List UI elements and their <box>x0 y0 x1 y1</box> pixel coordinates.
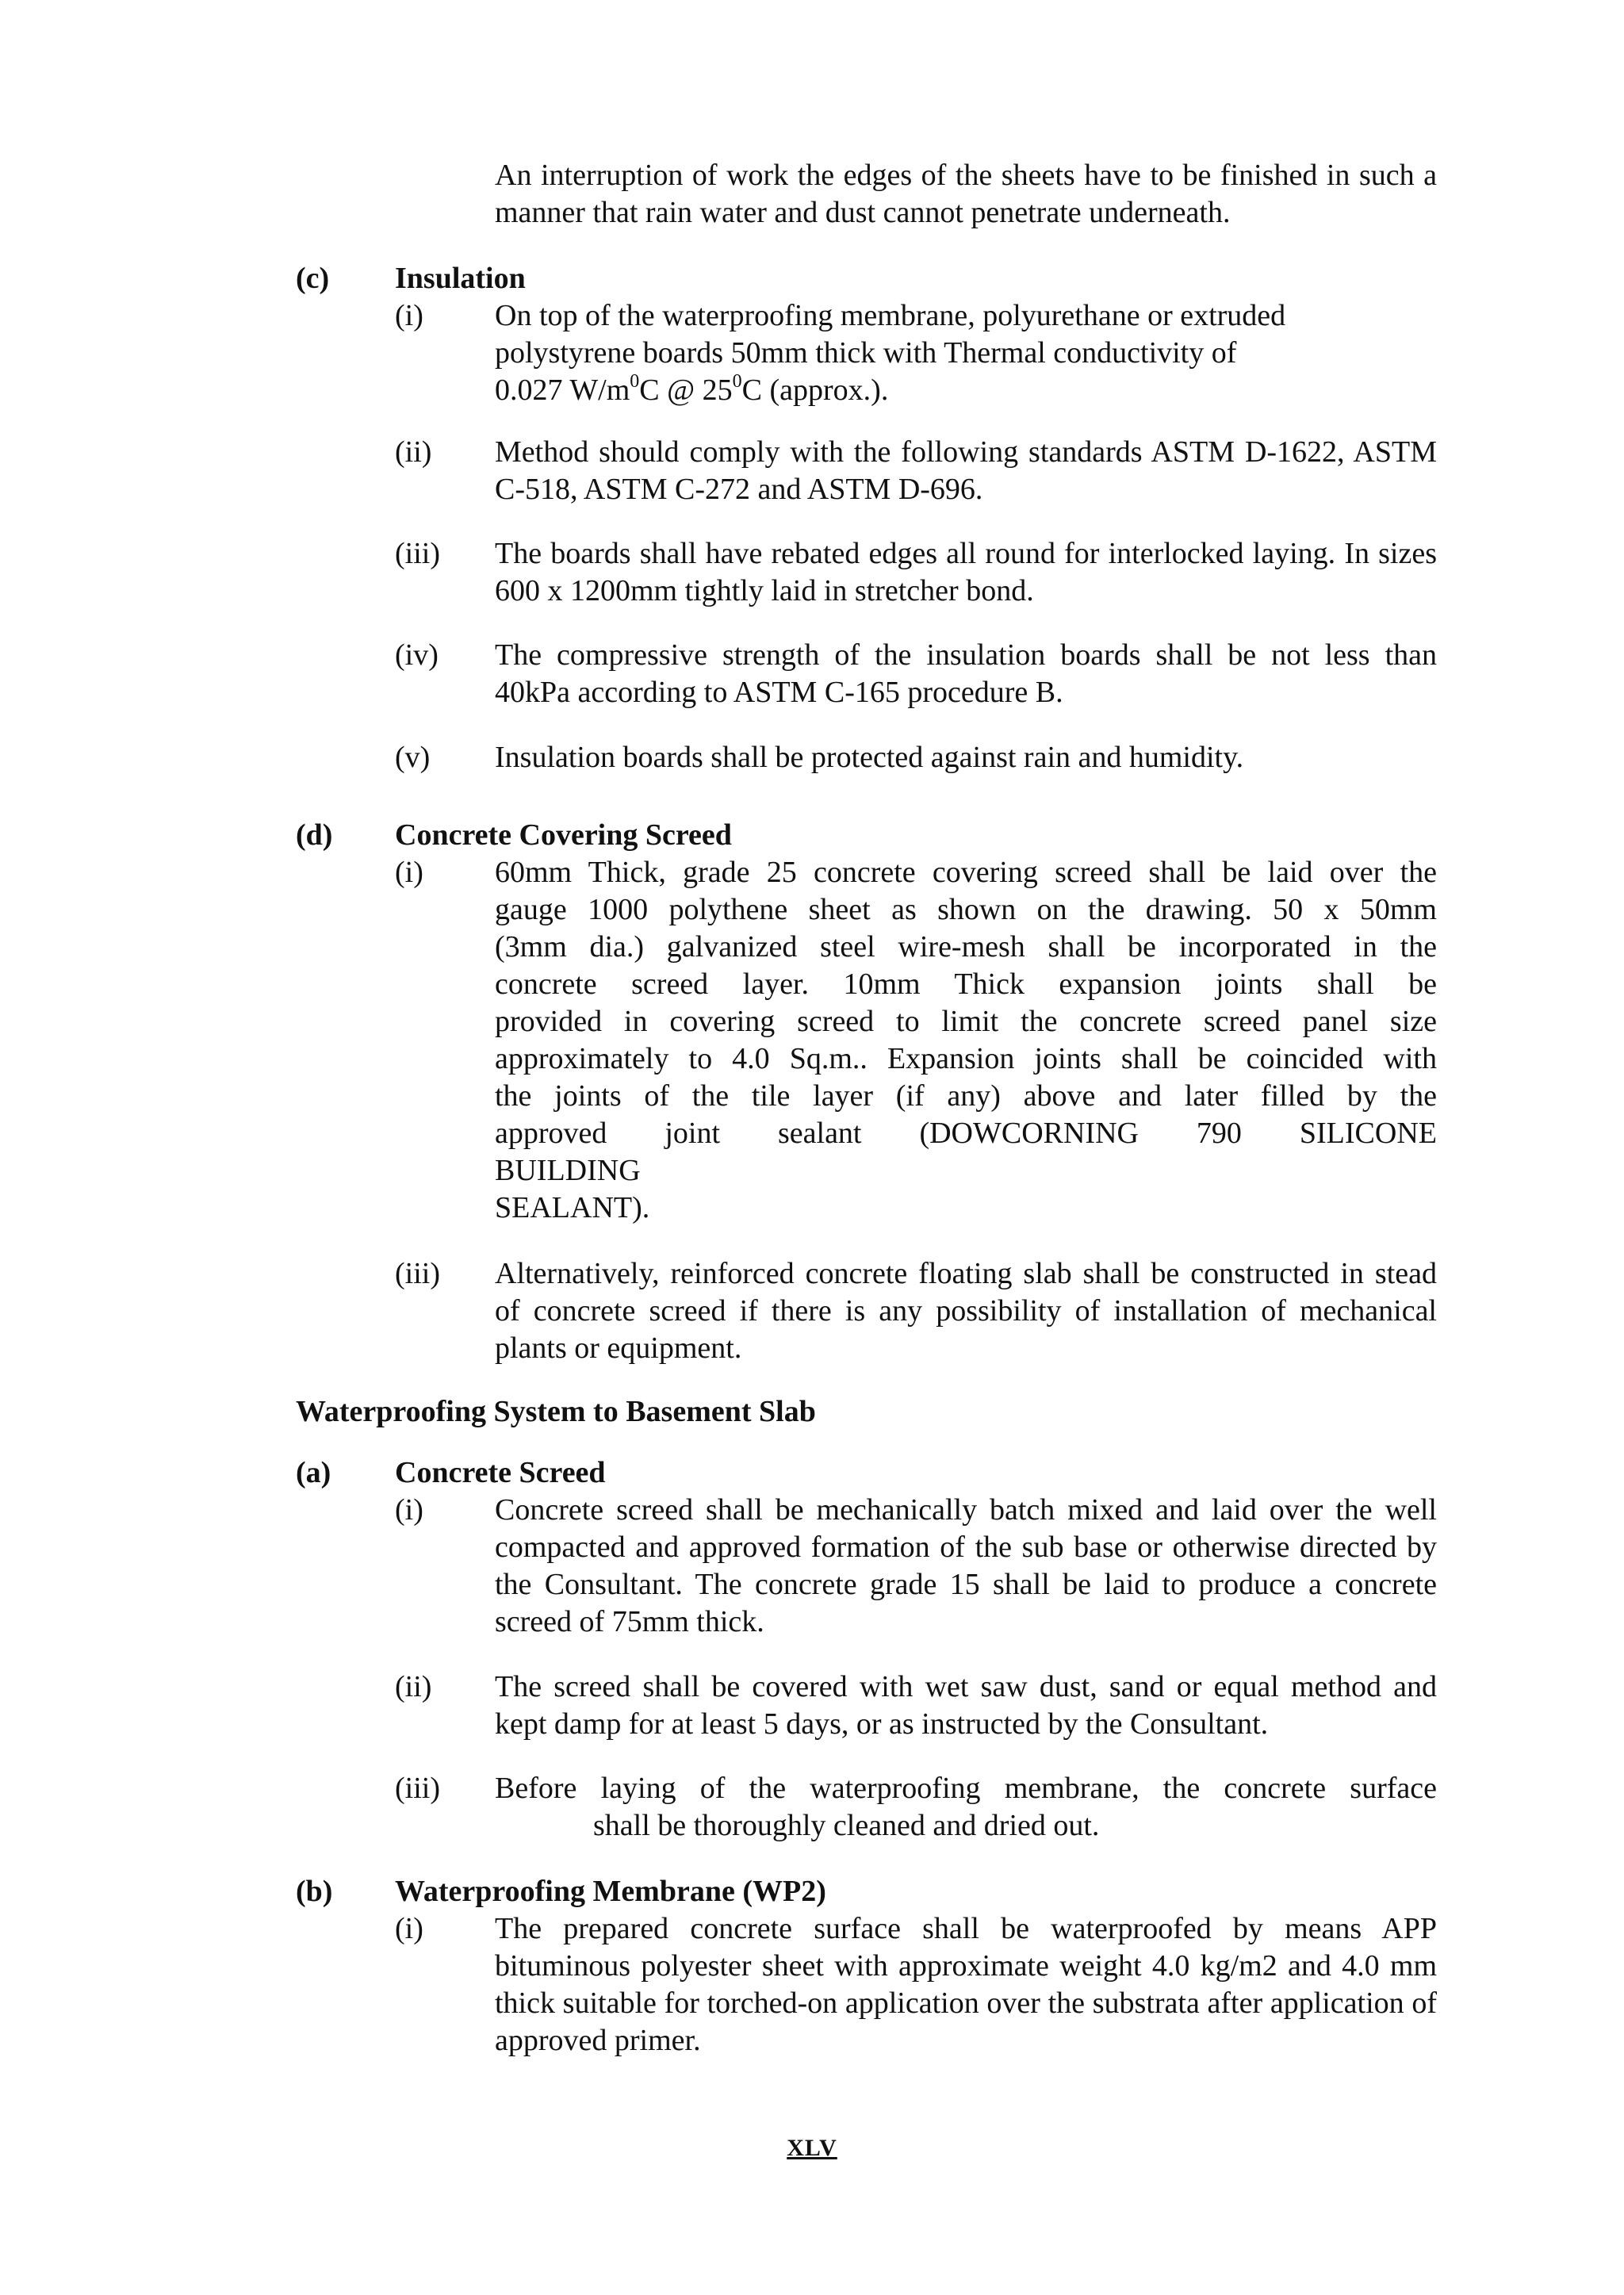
item-d-iii-text: Alternatively, reinforced concrete floating slab shall be constructed in stead of concrete screed if there is any possibility of installation of mechanical plants or equipment. <box>495 1257 1437 1365</box>
item-c-i-text: On top of the waterproofing membrane, polyurethane or extruded polystyrene boards 50mm thick with Thermal conductivity of 0.027 $W/m^0C$ @ $25^0C$ (approx.). <box>495 299 1286 407</box>
item-c-i-label: (i) <box>395 299 423 332</box>
item-c-v-label: (v) <box>395 741 431 774</box>
item-b-i-text: The prepared concrete surface shall be waterproofed by means APP bituminous polyester sheet with approximate weight 4.0 kg/m2 and 4.0 mm thick suitable for torched-on application over the substrata after application of approved primer. <box>495 1912 1437 2057</box>
section-c-label: (c) <box>296 262 330 295</box>
item-d-iii-label: (iii) <box>395 1257 440 1290</box>
item-c-iii-label: (iii) <box>395 537 440 570</box>
section-b-label: (b) <box>296 1875 333 1908</box>
section-c-title: Insulation <box>395 262 526 295</box>
item-a-ii-text: The screed shall be covered with wet saw dust, sand or equal method and kept damp for at least 5 days, or as instructed by the Consultant. <box>495 1670 1437 1741</box>
section-d-title: Concrete Covering Screed <box>395 818 732 852</box>
item-d-i-label: (i) <box>395 856 423 889</box>
item-a-iii-label: (iii) <box>395 1772 440 1805</box>
item-c-iv-text: The compressive strength of the insulation boards shall be not less than 40kPa according to ASTM C-165 procedure B. <box>495 638 1437 709</box>
section-a-label: (a) <box>296 1456 331 1489</box>
section-b-title: Waterproofing Membrane (WP2) <box>395 1875 826 1908</box>
item-c-ii-label: (ii) <box>395 435 432 469</box>
item-c-iii-text: The boards shall have rebated edges all round for interlocked laying. In sizes 600 x 1200mm tightly laid in stretcher bond. <box>495 537 1437 607</box>
item-c-iv-label: (iv) <box>395 638 439 672</box>
basement-heading: Waterproofing System to Basement Slab <box>296 1395 816 1428</box>
item-c-ii-text: Method should comply with the following standards ASTM D-1622, ASTM C-518, ASTM C-272 and ASTM D-696. <box>495 435 1437 506</box>
item-c-v-text: Insulation boards shall be protected against rain and humidity. <box>495 741 1244 774</box>
section-a-title: Concrete Screed <box>395 1456 606 1489</box>
item-a-i-label: (i) <box>395 1493 423 1527</box>
item-a-ii-label: (ii) <box>395 1670 432 1703</box>
item-a-iii-text: Before laying of the waterproofing membrane, the concrete surface shall be thoroughly cleaned and dried out. <box>495 1772 1437 1842</box>
page-number: XLV <box>787 2135 837 2161</box>
item-a-i-text: Concrete screed shall be mechanically batch mixed and laid over the well compacted and approved formation of the sub base or otherwise directed by the Consultant. The concrete grade 15 shall be laid to produce a concrete screed of 75mm thick. <box>495 1493 1437 1638</box>
intro-paragraph: An interruption of work the edges of the sheets have to be finished in such a manner that rain water and dust cannot penetrate underneath. <box>495 159 1437 229</box>
item-b-i-label: (i) <box>395 1912 423 1945</box>
section-d-label: (d) <box>296 818 333 852</box>
item-d-i-text: 60mm Thick, grade 25 concrete covering screed shall be laid over the gauge 1000 polythene sheet as shown on the drawing. 50 x 50mm (3mm dia.) galvanized steel wire-mesh shall be incorporated in the concrete screed layer. 10mm Thick expansion joints shall be provided in covering screed to limit the concrete screed panel size approximately to 4.0 Sq.m.. Expansion joints shall be coincided with the joints of the tile layer (if any) above and later filled by the approved joint sealant (DOWCORNING 790 SILICONE BUILDING SEALANT). <box>495 856 1437 1224</box>
